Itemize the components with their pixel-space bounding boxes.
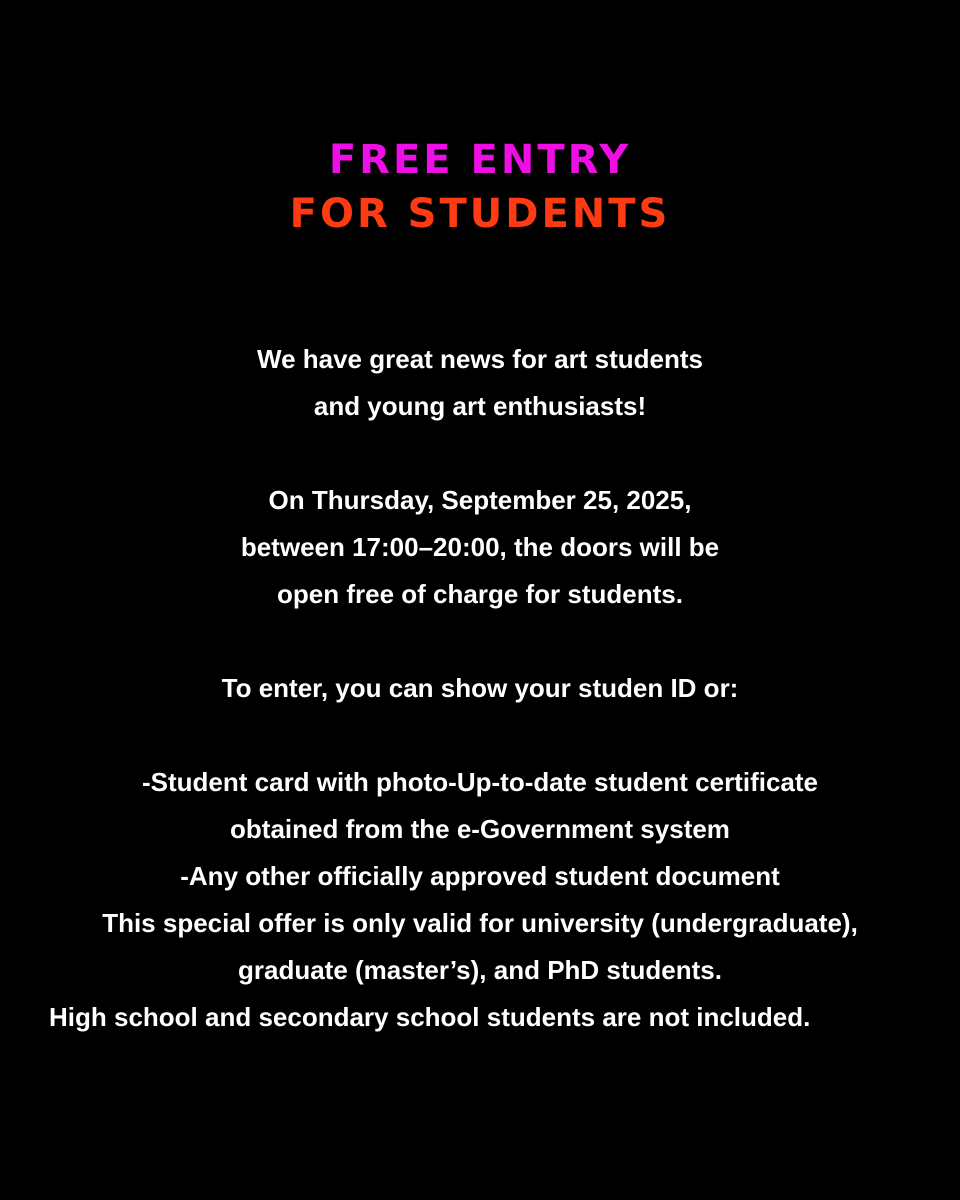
exclusion-line: High school and secondary school students are not included. (49, 1002, 811, 1032)
document-line-2: obtained from the e-Government system (230, 814, 730, 844)
schedule-line-3: open free of charge for students. (277, 579, 683, 609)
paragraph-spacer (0, 430, 960, 477)
intro-line-2: and young art enthusiasts! (313, 391, 647, 421)
schedule-line-2: between 17:00–20:00, the doors will be (240, 532, 720, 562)
paragraph-spacer (0, 712, 960, 759)
document-line-3: -Any other officially approved student document (180, 861, 780, 891)
headline (0, 133, 960, 241)
eligibility-line-2: graduate (master’s), and PhD students. (238, 955, 722, 985)
schedule-line-1: On Thursday, September 25, 2025, (268, 485, 692, 515)
document-line-1: -Student card with photo-Up-to-date student certificate (142, 767, 818, 797)
eligibility-line-1: This special offer is only valid for university (undergraduate), (102, 908, 858, 938)
intro-line-1: We have great news for art students (257, 344, 703, 374)
announcement-body (0, 336, 960, 1041)
paragraph-spacer (0, 618, 960, 665)
requirement-line: To enter, you can show your studen ID or: (221, 673, 739, 703)
headline-line-for-students: FOR STUDENTS (289, 191, 671, 237)
headline-line-free-entry: FREE ENTRY (328, 137, 632, 183)
